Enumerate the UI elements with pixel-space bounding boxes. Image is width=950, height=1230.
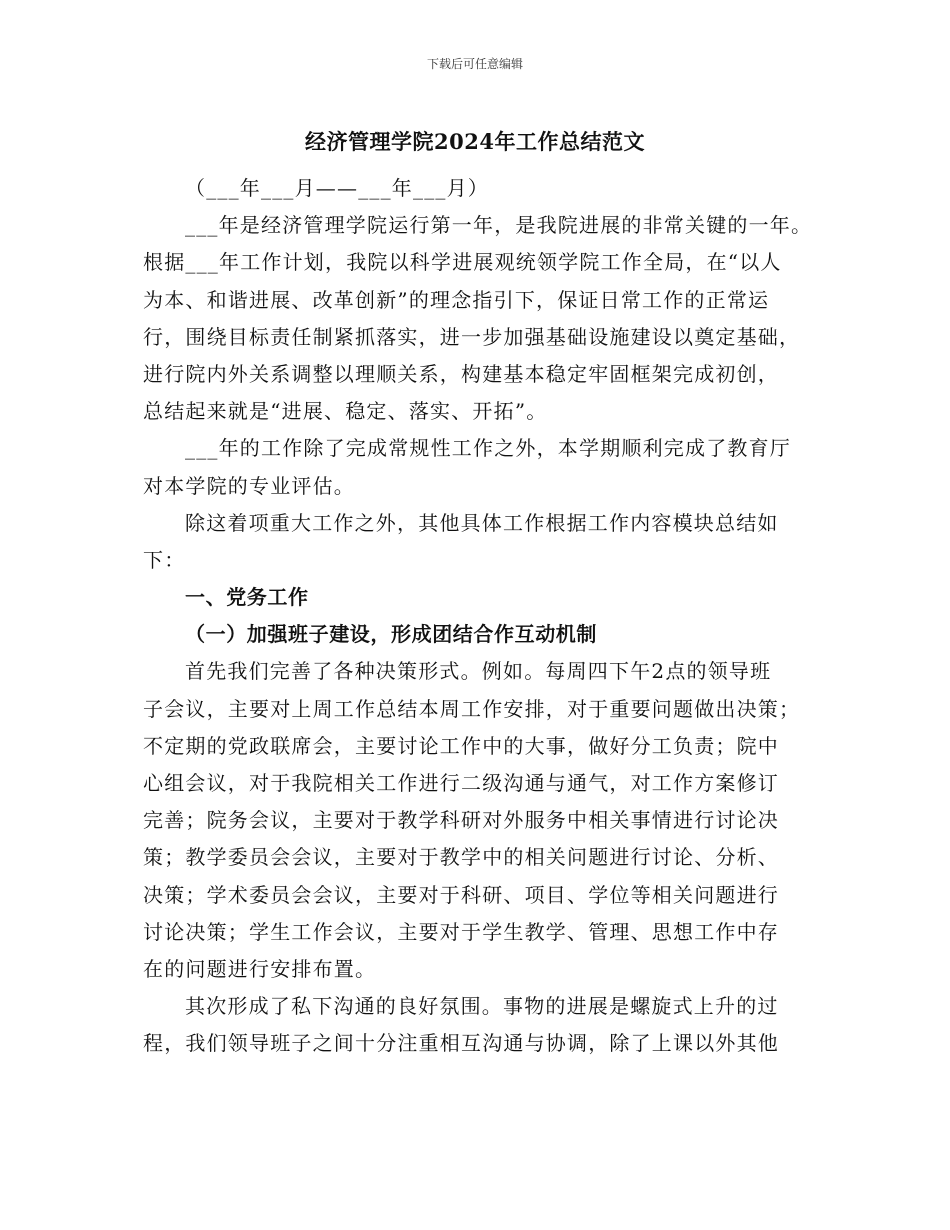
paragraph-line: ___年的工作除了完成常规性工作之外，本学期顺利完成了教育厅 bbox=[185, 436, 791, 461]
paragraph-line: 首先我们完善了各种决策形式。例如。每周四下午2点的领导班 bbox=[185, 659, 772, 684]
paragraph-line: 行，围绕目标责任制紧抓落实，进一步加强基础设施建设以奠定基础， bbox=[143, 324, 801, 349]
paragraph-line: 决策；学术委员会会议，主要对于科研、项目、学位等相关问题进行 bbox=[143, 882, 779, 907]
section-heading: 一、党务工作 bbox=[185, 585, 309, 610]
paragraph-line: 讨论决策；学生工作会议，主要对于学生教学、管理、思想工作中存 bbox=[143, 919, 779, 944]
paragraph-line: 进行院内外关系调整以理顺关系，构建基本稳定牢固框架完成初创， bbox=[143, 361, 779, 386]
header-note: 下载后可任意编辑 bbox=[426, 57, 523, 71]
subsection-heading: （一）加强班子建设，形成团结合作互动机制 bbox=[185, 622, 597, 647]
paragraph-line: 为本、和谐进展、改革创新”的理念指引下，保证日常工作的正常运 bbox=[143, 287, 770, 312]
paragraph-line: 策；教学委员会会议，主要对于教学中的相关问题进行讨论、分析、 bbox=[143, 845, 779, 870]
paragraph-line: 其次形成了私下沟通的良好氛围。事物的进展是螺旋式上升的过 bbox=[185, 994, 779, 1019]
paragraph-line: 总结起来就是“进展、稳定、落实、开拓”。 bbox=[143, 399, 548, 424]
paragraph-line: 子会议，主要对上周工作总结本周工作安排，对于重要问题做出决策； bbox=[143, 696, 801, 721]
paragraph-line: 对本学院的专业评估。 bbox=[143, 473, 355, 498]
paragraph-line: 心组会议，对于我院相关工作进行二级沟通与通气，对工作方案修订 bbox=[143, 771, 779, 795]
document-body bbox=[143, 170, 838, 1063]
date-range-line: （___年___月——___年___月） bbox=[185, 176, 489, 200]
paragraph-line: 根据___年工作计划，我院以科学进展观统领学院工作全局，在“以人 bbox=[143, 250, 782, 275]
paragraph-line: ___年是经济管理学院运行第一年，是我院进展的非常关键的一年。 bbox=[185, 213, 813, 238]
paragraph-line: 下： bbox=[143, 547, 186, 572]
paragraph-line: 在的问题进行安排布置。 bbox=[143, 956, 377, 981]
paragraph-line: 程，我们领导班子之间十分注重相互沟通与协调，除了上课以外其他 bbox=[143, 1031, 779, 1056]
paragraph-line: 完善；院务会议，主要对于教学科研对外服务中相关事情进行讨论决 bbox=[143, 808, 779, 833]
document-title: 经济管理学院2024年工作总结范文 bbox=[305, 129, 645, 154]
paragraph-line: 不定期的党政联席会，主要讨论工作中的大事，做好分工负责；院中 bbox=[143, 733, 779, 758]
paragraph-line: 除这着项重大工作之外，其他具体工作根据工作内容模块总结如 bbox=[185, 510, 779, 535]
